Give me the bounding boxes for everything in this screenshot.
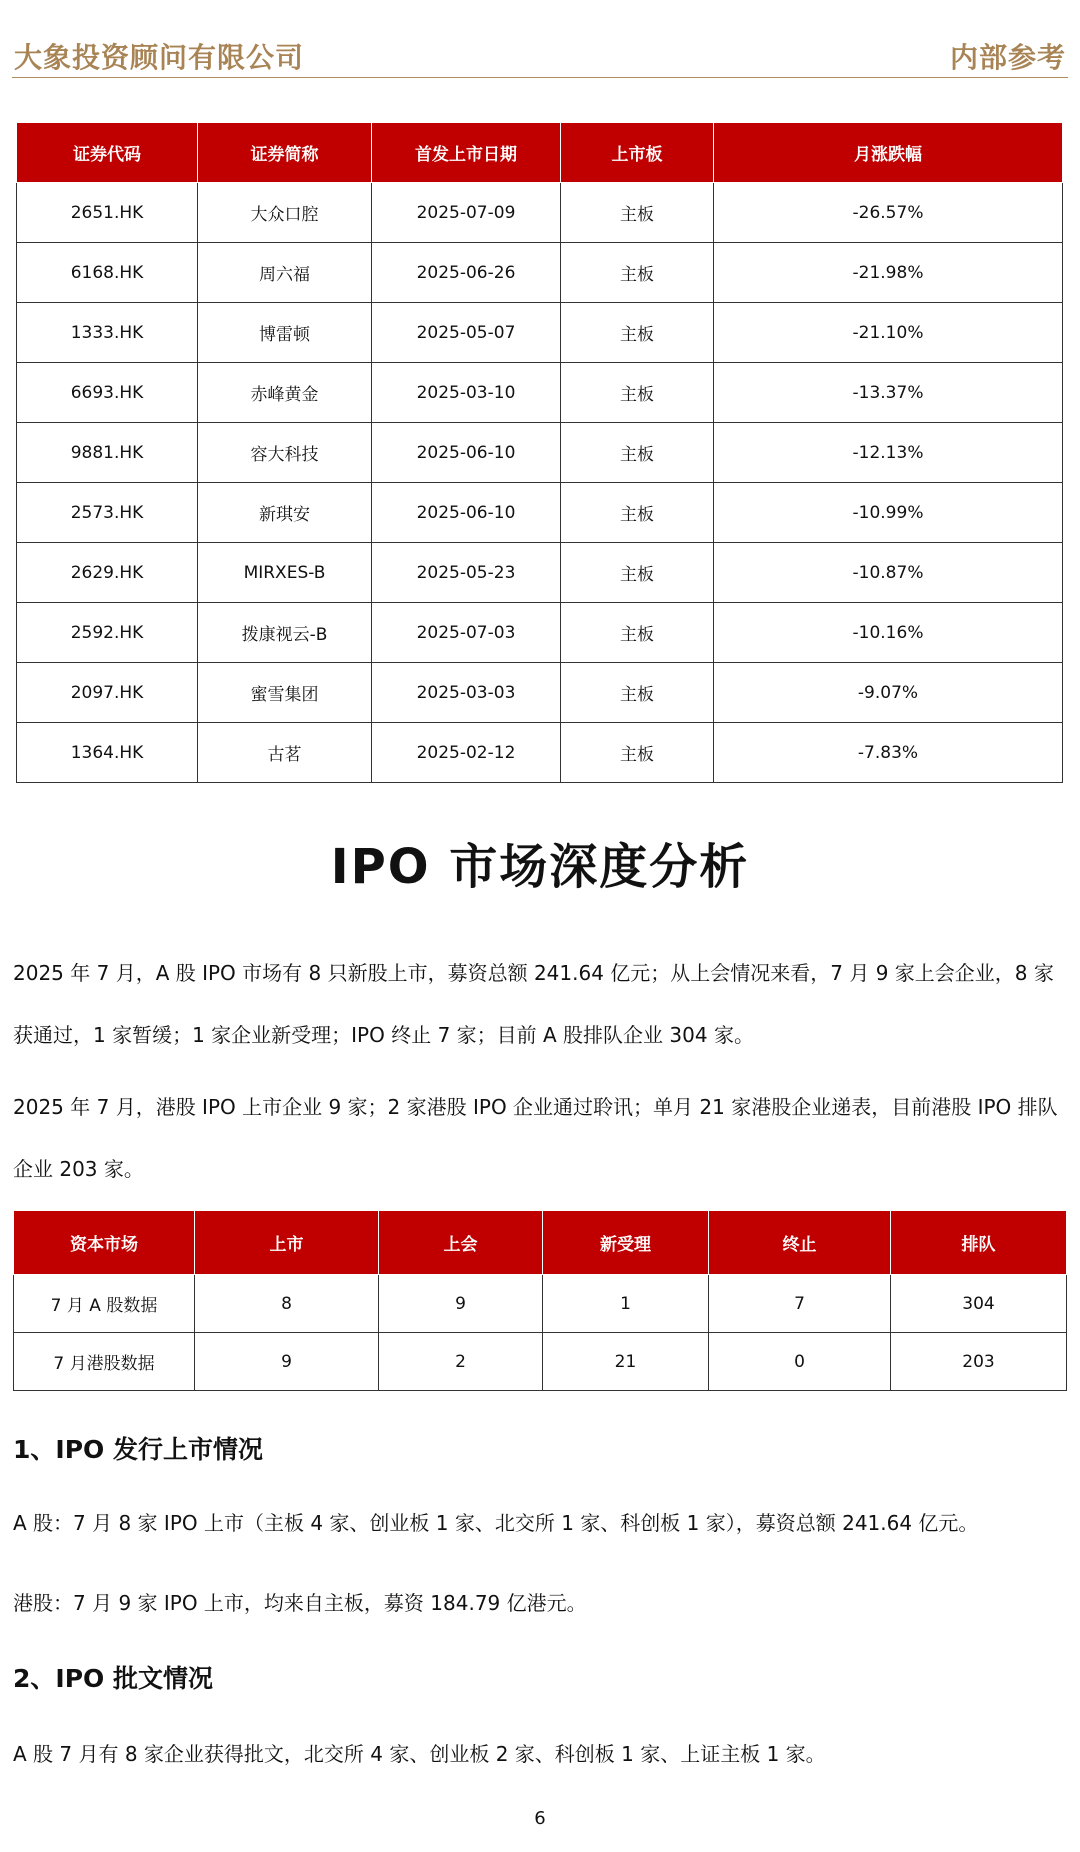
table-header-row xyxy=(17,123,1063,183)
cell-change: -13.37% xyxy=(714,363,1063,423)
cell-listed: 9 xyxy=(195,1333,379,1391)
col-header-queued: 排队 xyxy=(891,1211,1067,1275)
table-row xyxy=(17,423,1063,483)
cell-code: 2651.HK xyxy=(17,183,198,243)
cell-date: 2025-06-10 xyxy=(372,423,561,483)
issuance-a-share-line: A 股：7 月 8 家 IPO 上市（主板 4 家、创业板 1 家、北交所 1 家、科创板 1 家），募资总额 241.64 亿元。 xyxy=(13,1511,979,1535)
cell-code: 1333.HK xyxy=(17,303,198,363)
cell-code: 1364.HK xyxy=(17,723,198,783)
col-header-code: 证券代码 xyxy=(17,123,198,183)
cell-board: 主板 xyxy=(561,603,714,663)
cell-name: 拨康视云-B xyxy=(198,603,372,663)
cell-date: 2025-05-23 xyxy=(372,543,561,603)
page-header xyxy=(12,30,1068,78)
cell-terminated: 0 xyxy=(709,1333,891,1391)
table-row xyxy=(17,543,1063,603)
cell-board: 主板 xyxy=(561,723,714,783)
cell-code: 6168.HK xyxy=(17,243,198,303)
cell-code: 6693.HK xyxy=(17,363,198,423)
cell-queued: 203 xyxy=(891,1333,1067,1391)
cell-market: 7 月港股数据 xyxy=(14,1333,195,1391)
cell-name: 周六福 xyxy=(198,243,372,303)
cell-name: 大众口腔 xyxy=(198,183,372,243)
col-header-new-accepted: 新受理 xyxy=(543,1211,709,1275)
table-row xyxy=(17,363,1063,423)
cell-date: 2025-06-10 xyxy=(372,483,561,543)
cell-change: -10.99% xyxy=(714,483,1063,543)
cell-name: 古茗 xyxy=(198,723,372,783)
cell-name: 新琪安 xyxy=(198,483,372,543)
approvals-a-share-line: A 股 7 月有 8 家企业获得批文，北交所 4 家、创业板 2 家、科创板 1 家、上证主板 1 家。 xyxy=(13,1742,826,1766)
cell-change: -26.57% xyxy=(714,183,1063,243)
cell-code: 2097.HK xyxy=(17,663,198,723)
cell-change: -12.13% xyxy=(714,423,1063,483)
cell-date: 2025-06-26 xyxy=(372,243,561,303)
internal-reference-tag: 内部参考 xyxy=(949,41,1066,74)
cell-date: 2025-03-10 xyxy=(372,363,561,423)
subheading-issuance: 1、IPO 发行上市情况 xyxy=(13,1435,263,1464)
cell-name: 赤峰黄金 xyxy=(198,363,372,423)
subheading-approvals: 2、IPO 批文情况 xyxy=(13,1664,213,1693)
paragraph-hk-share: 2025 年 7 月，港股 IPO 上市企业 9 家；2 家港股 IPO 企业通过聆讯；单月 21 家港股企业递表，目前港股 IPO 排队企业 203 家。 xyxy=(13,1095,1058,1181)
cell-board: 主板 xyxy=(561,543,714,603)
table-row xyxy=(14,1333,1067,1391)
section-title: IPO 市场深度分析 xyxy=(330,839,750,895)
cell-new-accepted: 1 xyxy=(543,1275,709,1333)
cell-code: 9881.HK xyxy=(17,423,198,483)
table-row xyxy=(17,483,1063,543)
cell-name: 蜜雪集团 xyxy=(198,663,372,723)
cell-date: 2025-05-07 xyxy=(372,303,561,363)
cell-name: 博雷顿 xyxy=(198,303,372,363)
col-header-name: 证券简称 xyxy=(198,123,372,183)
col-header-monthly-change: 月涨跌幅 xyxy=(714,123,1063,183)
col-header-ipo-date: 首发上市日期 xyxy=(372,123,561,183)
cell-name: MIRXES-B xyxy=(198,543,372,603)
cell-code: 2629.HK xyxy=(17,543,198,603)
cell-change: -10.87% xyxy=(714,543,1063,603)
company-name: 大象投资顾问有限公司 xyxy=(14,41,305,74)
cell-date: 2025-07-09 xyxy=(372,183,561,243)
cell-board: 主板 xyxy=(561,183,714,243)
cell-listed: 8 xyxy=(195,1275,379,1333)
cell-date: 2025-02-12 xyxy=(372,723,561,783)
cell-code: 2573.HK xyxy=(17,483,198,543)
table-row xyxy=(17,603,1063,663)
cell-change: -10.16% xyxy=(714,603,1063,663)
cell-queued: 304 xyxy=(891,1275,1067,1333)
cell-board: 主板 xyxy=(561,243,714,303)
cell-date: 2025-03-03 xyxy=(372,663,561,723)
cell-change: -7.83% xyxy=(714,723,1063,783)
cell-market: 7 月 A 股数据 xyxy=(14,1275,195,1333)
ipo-stock-table xyxy=(16,122,1063,783)
paragraph-a-share: 2025 年 7 月，A 股 IPO 市场有 8 只新股上市，募资总额 241.64 亿元；从上会情况来看，7 月 9 家上会企业，8 家获通过，1 家暂缓；1 家企业新受理；IPO 终止 7 家；目前 A 股排队企业 304 家。 xyxy=(13,961,1054,1047)
cell-board: 主板 xyxy=(561,423,714,483)
table-row xyxy=(17,243,1063,303)
page-number: 6 xyxy=(534,1808,546,1829)
col-header-market: 资本市场 xyxy=(14,1211,195,1275)
cell-date: 2025-07-03 xyxy=(372,603,561,663)
cell-new-accepted: 21 xyxy=(543,1333,709,1391)
table-row xyxy=(14,1275,1067,1333)
table-row xyxy=(17,723,1063,783)
cell-change: -21.10% xyxy=(714,303,1063,363)
cell-change: -9.07% xyxy=(714,663,1063,723)
cell-board: 主板 xyxy=(561,363,714,423)
table-row xyxy=(17,303,1063,363)
cell-review: 2 xyxy=(379,1333,543,1391)
cell-review: 9 xyxy=(379,1275,543,1333)
cell-board: 主板 xyxy=(561,303,714,363)
cell-name: 容大科技 xyxy=(198,423,372,483)
col-header-board: 上市板 xyxy=(561,123,714,183)
table-header-row xyxy=(14,1211,1067,1275)
table-row xyxy=(17,663,1063,723)
cell-board: 主板 xyxy=(561,483,714,543)
ipo-summary-table xyxy=(13,1210,1067,1391)
cell-board: 主板 xyxy=(561,663,714,723)
issuance-hk-share-line: 港股：7 月 9 家 IPO 上市，均来自主板，募资 184.79 亿港元。 xyxy=(13,1591,587,1615)
cell-terminated: 7 xyxy=(709,1275,891,1333)
col-header-listed: 上市 xyxy=(195,1211,379,1275)
table-row xyxy=(17,183,1063,243)
col-header-review: 上会 xyxy=(379,1211,543,1275)
cell-code: 2592.HK xyxy=(17,603,198,663)
col-header-terminated: 终止 xyxy=(709,1211,891,1275)
cell-change: -21.98% xyxy=(714,243,1063,303)
